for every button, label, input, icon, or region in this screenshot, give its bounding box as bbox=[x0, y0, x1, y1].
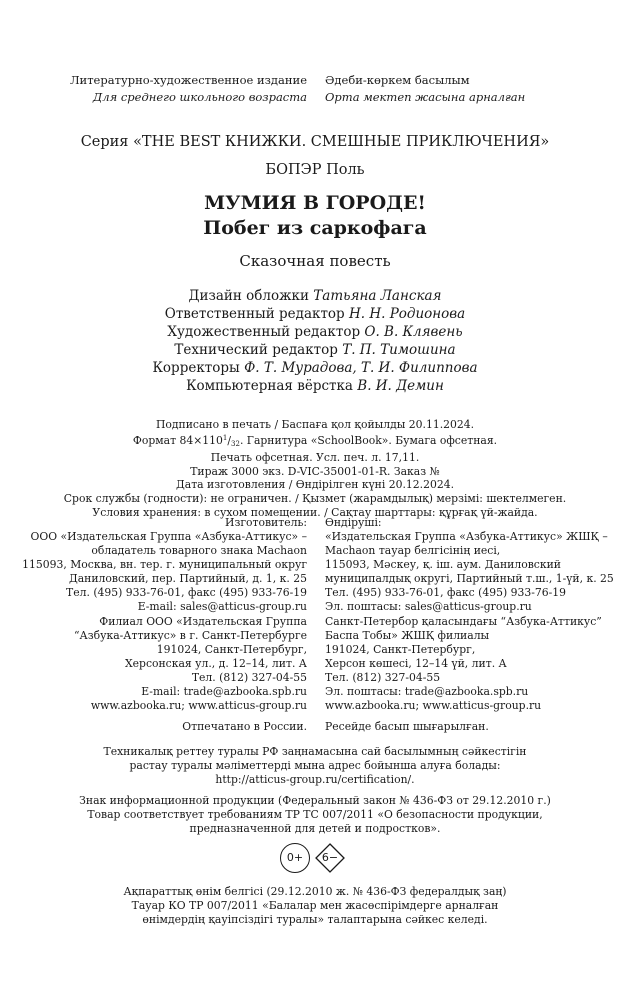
credit-row bbox=[0, 359, 630, 377]
credit-role: Художественный редактор bbox=[167, 324, 361, 340]
age-group-kz: Орта мектеп жасына арналған bbox=[325, 90, 526, 104]
credit-role: Корректоры bbox=[152, 360, 240, 376]
manufacturer-ru-line: Тел. (495) 933-76-01, факс (495) 933-76-19 bbox=[66, 586, 307, 599]
imprint-block bbox=[0, 418, 630, 519]
branch-ru-line: “Азбука-Аттикус» в г. Санкт-Петербурге bbox=[74, 629, 307, 642]
printed-in-ru: Отпечатано в России. bbox=[182, 720, 307, 733]
age-mark-diamond bbox=[315, 843, 345, 873]
credit-role: Технический редактор bbox=[174, 342, 338, 358]
manufacturer-kz-line: 115093, Мәскеу, қ. іш. аум. Даниловский bbox=[325, 558, 561, 571]
cert-line: растау туралы мәліметтерді мына адрес бойынша алуға болады: bbox=[129, 759, 501, 772]
manufacturer-ru-line: E-mail: sales@atticus-group.ru bbox=[137, 600, 307, 613]
branch-kz bbox=[325, 615, 602, 699]
law-line: предназначенной для детей и подростков». bbox=[189, 822, 441, 835]
credit-name: В. И. Демин bbox=[357, 378, 444, 394]
manufacturer-kz-line: Тел. (495) 933-76-01, факс (495) 933-76-19 bbox=[325, 586, 566, 599]
manufacturer-ru bbox=[22, 516, 307, 614]
age-group-ru: Для среднего школьного возраста bbox=[92, 90, 307, 104]
age-marks bbox=[280, 843, 350, 873]
website-ru: www.azbooka.ru; www.atticus-group.ru bbox=[90, 699, 307, 712]
credit-row bbox=[0, 305, 630, 323]
manufacturer-ru-line: Изготовитель: bbox=[225, 516, 307, 529]
credit-role: Дизайн обложки bbox=[188, 288, 309, 304]
series-name: Серия «THE BEST КНИЖКИ. СМЕШНЫЕ ПРИКЛЮЧЕНИЯ» bbox=[80, 134, 550, 150]
manufacturer-ru-line: обладатель товарного знака Machaon bbox=[91, 544, 307, 557]
manufacturer-kz-line: Өндіруші: bbox=[325, 516, 382, 529]
branch-kz-line: Херсон көшесі, 12–14 үй, лит. А bbox=[325, 657, 507, 670]
kz-line: Ақпараттық өнім белгісі (29.12.2010 ж. № 436-ФЗ федералдық заң) bbox=[123, 885, 507, 898]
branch-kz-line: Тел. (812) 327-04-55 bbox=[325, 671, 441, 684]
manufacturer-ru-line: ООО «Издательская Группа «Азбука-Аттикус» – bbox=[30, 530, 307, 543]
imprint-made: Дата изготовления / Өндірілген күні 20.12.2024. bbox=[175, 478, 455, 492]
imprint-shelf: Срок службы (годности): не ограничен. / Қызмет (жарамдылық) мерзімі: шектелмеген. bbox=[63, 491, 567, 505]
credits-list bbox=[0, 287, 630, 395]
edition-type-ru-line: Литературно-художественное издание bbox=[69, 73, 307, 87]
format-den: 32 bbox=[231, 439, 240, 448]
manufacturer-kz-line: «Издательская Группа «Азбука-Аттикус» ЖШҚ – bbox=[325, 530, 608, 543]
kz-line: өнімдердің қауіпсіздігі туралы» талаптарына сәйкес келеді. bbox=[142, 913, 488, 926]
book-subtitle: Побег из саркофага bbox=[203, 217, 427, 239]
format-post: . Гарнитура «SchoolBook». Бумага офсетная. bbox=[239, 433, 498, 447]
kz-line: Тауар КО ТР 007/2011 «Балалар мен жасөспірімдерге арналған bbox=[131, 899, 499, 912]
imprint-signed: Подписано в печать / Баспаға қол қойылды 20.11.2024. bbox=[155, 418, 475, 431]
branch-kz-line: 191024, Санкт-Петербург, bbox=[325, 643, 476, 656]
author-name: БОПЭР Поль bbox=[265, 162, 365, 178]
credit-role: Компьютерная вёрстка bbox=[186, 378, 353, 394]
edition-type-ru bbox=[70, 72, 307, 106]
book-title: МУМИЯ В ГОРОДЕ! bbox=[204, 192, 426, 214]
credit-row bbox=[0, 323, 630, 341]
branch-ru bbox=[74, 615, 307, 699]
manufacturer-kz-line: Эл. поштасы: sales@atticus-group.ru bbox=[325, 600, 532, 613]
credit-name: Татьяна Ланская bbox=[313, 288, 442, 304]
imprint-print: Печать офсетная. Усл. печ. л. 17,11. bbox=[210, 451, 420, 465]
age-mark-diamond-label: 6− bbox=[321, 851, 339, 864]
imprint-format: Формат $84\times 110^1/_{32}$. Гарнитура «SchoolBook». Бумага офсетная. bbox=[132, 433, 498, 448]
credit-name: О. В. Клявень bbox=[364, 324, 463, 340]
printed-in-kz: Ресейде басып шығарылған. bbox=[325, 720, 489, 733]
law-line: Знак информационной продукции (Федеральный закон № 436-ФЗ от 29.12.2010 г.) bbox=[79, 794, 551, 807]
imprint-run: Тираж 3000 экз. D-VIC-35001-01-R. Заказ № bbox=[190, 464, 440, 478]
edition-type-kz-line: Әдеби-көркем басылым bbox=[325, 73, 470, 87]
branch-kz-line: Эл. поштасы: trade@azbooka.spb.ru bbox=[325, 685, 529, 698]
book-genre: Сказочная повесть bbox=[239, 252, 391, 270]
branch-kz-line: Баспа Тобы» ЖШҚ филиалы bbox=[325, 629, 490, 642]
certification-note bbox=[0, 745, 630, 787]
manufacturer-ru-line: Даниловский, пер. Партийный, д. 1, к. 25 bbox=[68, 572, 307, 585]
branch-ru-line: Филиал ООО «Издательская Группа bbox=[99, 615, 307, 628]
info-product-kz bbox=[0, 885, 630, 927]
credit-name: Т. П. Тимошина bbox=[342, 342, 456, 358]
credit-row bbox=[0, 341, 630, 359]
branch-ru-line: Херсонская ул., д. 12–14, лит. А bbox=[124, 657, 307, 670]
manufacturer-kz-line: Machaon тауар белгісінің иесі, bbox=[325, 544, 501, 557]
format-num: 1 bbox=[222, 433, 228, 442]
manufacturer-kz bbox=[325, 516, 614, 614]
credit-name: Ф. Т. Мурадова, Т. И. Филиппова bbox=[244, 360, 478, 376]
credit-row bbox=[0, 377, 630, 395]
law-line: Товар соответствует требованиям ТР ТС 007/2011 «О безопасности продукции, bbox=[87, 808, 543, 821]
website-kz: www.azbooka.ru; www.atticus-group.ru bbox=[325, 699, 542, 712]
edition-type-kz bbox=[325, 72, 525, 106]
branch-ru-line: Тел. (812) 327-04-55 bbox=[191, 671, 307, 684]
branch-ru-line: E-mail: trade@azbooka.spb.ru bbox=[141, 685, 307, 698]
format-pre: Формат 84×110 bbox=[132, 433, 223, 447]
manufacturer-kz-line: муниципалдық округі, Партийный т.ш., 1-үй, к. 25 bbox=[325, 572, 614, 585]
branch-kz-line: Санкт-Петербор қаласындағы “Азбука-Аттикус” bbox=[325, 615, 602, 628]
credit-role: Ответственный редактор bbox=[164, 306, 345, 322]
info-product-law bbox=[0, 794, 630, 836]
imprint-storage: Условия хранения: в сухом помещении. / Сақтау шарттары: құрғақ үй-жайда. bbox=[92, 505, 538, 519]
cert-link: http://atticus-group.ru/certification/. bbox=[215, 773, 415, 786]
credit-row bbox=[0, 287, 630, 305]
credit-name: Н. Н. Родионова bbox=[348, 306, 466, 322]
cert-line: Техникалық реттеу туралы РФ заңнамасына сай басылымның сәйкестігін bbox=[103, 745, 527, 758]
age-mark-circle: 0+ bbox=[280, 843, 310, 873]
manufacturer-ru-line: 115093, Москва, вн. тер. г. муниципальный округ bbox=[22, 558, 307, 571]
branch-ru-line: 191024, Санкт-Петербург, bbox=[156, 643, 307, 656]
